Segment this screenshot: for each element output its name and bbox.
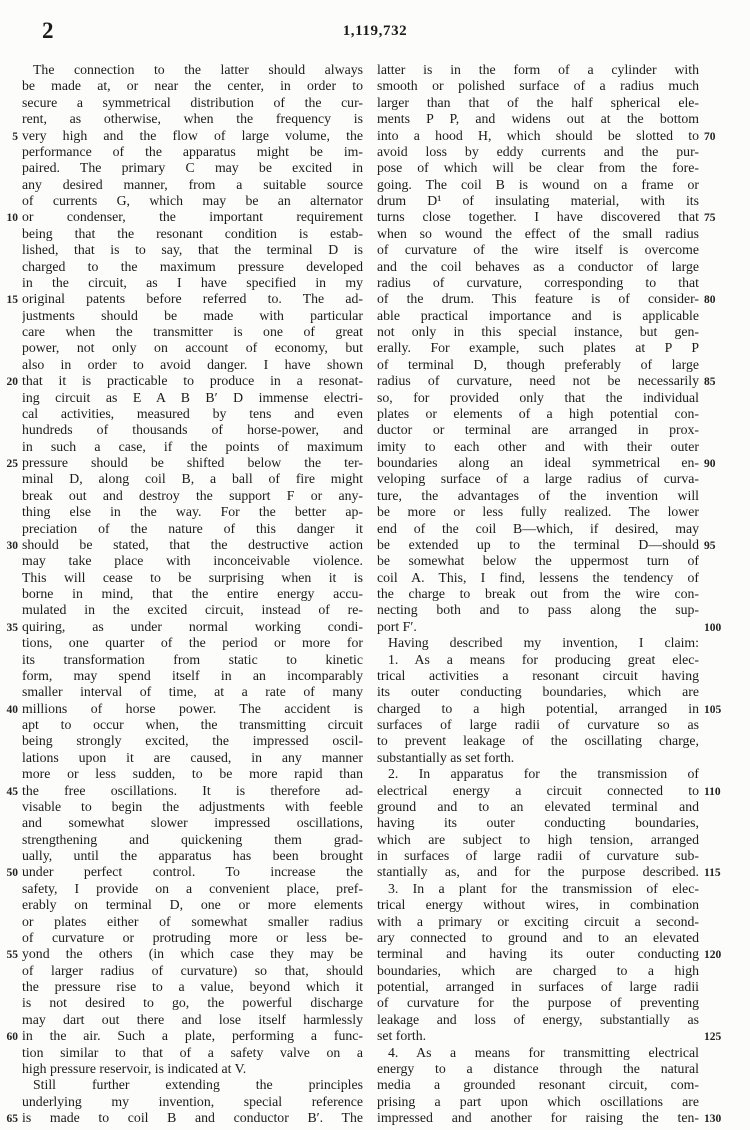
margin-line-number: 15 bbox=[6, 294, 18, 307]
text-line: of larger radius of curvature) so that, should bbox=[22, 962, 363, 978]
text-line-row bbox=[377, 602, 750, 618]
text-line: care when the transmitter is one of great bbox=[22, 324, 363, 339]
text-line: with a primary or exciting circuit a second- bbox=[377, 913, 699, 929]
text-line: avoid loss by eddy currents and the pur- bbox=[377, 143, 699, 159]
text-line-row bbox=[0, 832, 363, 848]
text-line: should be stated, that the destructive action bbox=[22, 536, 363, 552]
text-line-row bbox=[0, 439, 363, 455]
text-line: is not desired to go, the powerful discharge bbox=[22, 995, 363, 1011]
text-line: in the air. Such a plate, performing a func- bbox=[22, 1028, 363, 1044]
text-line: cal activities, measured by tens and even bbox=[22, 405, 363, 421]
text-line-row bbox=[0, 308, 363, 324]
text-line: so, for provided only that the individual bbox=[377, 389, 699, 405]
text-line: charged to the maximum pressure developed bbox=[22, 258, 363, 274]
text-line: terminal and having its outer conducting bbox=[377, 946, 699, 962]
text-line-row bbox=[377, 733, 750, 749]
text-line: coil A. This, I find, lessens the tendency of bbox=[377, 569, 699, 585]
text-line-row bbox=[377, 1045, 750, 1061]
text-line-row bbox=[0, 537, 363, 553]
text-line: ing circuit as E A B B′ D immense electri- bbox=[22, 389, 363, 405]
patent-body bbox=[0, 62, 750, 1126]
text-line: minal D, along coil B, a ball of fire might bbox=[22, 471, 363, 487]
text-line: being strongly excited, the impressed oscil- bbox=[22, 733, 363, 749]
text-line-row bbox=[0, 766, 363, 782]
text-line-row bbox=[0, 226, 363, 242]
text-line: pose of which will be clear from the fore- bbox=[377, 160, 699, 176]
margin-line-number: 100 bbox=[704, 621, 722, 634]
text-line: lished, that is to say, that the terminal D is bbox=[22, 242, 363, 258]
text-line: yond the others (in which case they may be bbox=[22, 946, 363, 962]
text-line-row bbox=[377, 357, 750, 373]
text-line-row bbox=[0, 422, 363, 438]
text-line: ground and to an elevated terminal and bbox=[377, 798, 699, 814]
text-line: of curvature or protruding more or less be- bbox=[22, 929, 363, 945]
text-line: ductor or terminal are arranged in prox- bbox=[377, 422, 699, 438]
text-line: of curvature for the purpose of preventing bbox=[377, 995, 699, 1011]
text-line-row bbox=[377, 635, 750, 651]
text-line-row bbox=[377, 750, 750, 766]
text-line-row bbox=[377, 144, 750, 160]
text-line-row bbox=[0, 373, 363, 389]
text-line: trical activities a resonant circuit having bbox=[377, 667, 699, 683]
text-line: hundreds of thousands of horse-power, and bbox=[22, 422, 363, 438]
text-line-row bbox=[0, 1045, 363, 1061]
text-line: 3. In a plant for the transmission of elec- bbox=[388, 880, 699, 896]
text-line-row bbox=[0, 504, 363, 520]
text-line-row bbox=[377, 930, 750, 946]
text-line: which are subject to high tension, arranged bbox=[377, 831, 699, 847]
text-line: the pressure rise to a value, beyond which it bbox=[22, 979, 363, 994]
text-line: pressure should be shifted below the ter- bbox=[22, 455, 363, 470]
text-line-row bbox=[377, 914, 750, 930]
text-line-row bbox=[0, 471, 363, 487]
margin-line-number: 35 bbox=[6, 621, 18, 634]
text-line: rent, as otherwise, when the frequency is bbox=[22, 111, 363, 127]
text-line-row bbox=[0, 1077, 363, 1093]
text-line: of terminal D, though preferably of large bbox=[377, 356, 699, 372]
margin-line-number: 50 bbox=[6, 867, 18, 880]
margin-line-number: 95 bbox=[704, 539, 716, 552]
text-line: paired. The primary C may be excited in bbox=[22, 160, 363, 176]
text-line-row bbox=[0, 848, 363, 864]
text-line-row bbox=[0, 128, 363, 144]
text-line-row bbox=[0, 635, 363, 651]
text-line-row bbox=[377, 324, 750, 340]
text-line: mulated in the excited circuit, instead of re- bbox=[22, 602, 363, 618]
text-line-row bbox=[0, 1110, 363, 1126]
text-line: potential, arranged in surfaces of large radii bbox=[377, 979, 699, 994]
text-line: break out and destroy the support F or any- bbox=[22, 487, 363, 503]
margin-line-number: 115 bbox=[704, 867, 721, 880]
text-line: end of the coil B—which, if desired, may bbox=[377, 520, 699, 536]
text-line-row bbox=[0, 78, 363, 94]
text-line: of curvature of the wire itself is overcome bbox=[377, 242, 699, 258]
text-line: substantially as set forth. bbox=[377, 749, 515, 765]
text-line-row bbox=[377, 897, 750, 913]
text-line: preciation of the nature of this danger it bbox=[22, 520, 363, 536]
text-line: millions of horse power. The accident is bbox=[22, 700, 363, 716]
text-line: in surfaces of large radii of curvature sub- bbox=[377, 848, 699, 863]
text-line: borne in mind, that the entire energy accu- bbox=[22, 586, 363, 601]
text-line: veloping surface of a large radius of curva- bbox=[377, 471, 699, 487]
text-line-row bbox=[377, 701, 750, 717]
text-line-row bbox=[377, 832, 750, 848]
text-line: lations upon it are caused, in any manner bbox=[22, 749, 363, 765]
text-line: original patents before referred to. The ad- bbox=[22, 291, 363, 307]
text-line: the free oscillations. It is therefore ad- bbox=[22, 782, 363, 798]
text-line: that it is practicable to produce in a resonat- bbox=[22, 373, 363, 389]
text-line-row bbox=[377, 193, 750, 209]
margin-line-number: 105 bbox=[704, 703, 722, 716]
text-line: when so wound the effect of the small radius bbox=[377, 225, 699, 241]
text-line-row bbox=[377, 815, 750, 831]
text-line-row bbox=[0, 684, 363, 700]
text-line: imity to each other and with their outer bbox=[377, 438, 699, 454]
text-line-row bbox=[377, 160, 750, 176]
text-line: of the drum. This feature is of consider- bbox=[377, 291, 699, 307]
text-line-row bbox=[377, 291, 750, 307]
margin-line-number: 90 bbox=[704, 458, 716, 470]
margin-line-number: 25 bbox=[6, 458, 18, 470]
text-line: energy to a distance through the natural bbox=[377, 1060, 699, 1076]
text-line: high pressure reservoir, is indicated at V. bbox=[22, 1060, 247, 1076]
text-line-row bbox=[377, 259, 750, 275]
text-line: The connection to the latter should always bbox=[33, 62, 363, 77]
text-line-row bbox=[0, 979, 363, 995]
text-line: 4. As a means for transmitting electrical bbox=[388, 1044, 699, 1060]
text-line-row bbox=[0, 1012, 363, 1028]
text-line-row bbox=[377, 406, 750, 422]
text-line: in the circuit, as I have specified in my bbox=[22, 274, 363, 290]
margin-line-number: 120 bbox=[704, 949, 722, 962]
text-line-row bbox=[377, 242, 750, 258]
text-line-row bbox=[377, 570, 750, 586]
text-line-row bbox=[377, 1012, 750, 1028]
text-line: secure a symmetrical distribution of the cur- bbox=[22, 94, 363, 110]
text-line: drum D¹ of insulating material, with its bbox=[377, 193, 699, 208]
text-line: erably on terminal D, one or more elements bbox=[22, 897, 363, 913]
text-line-row bbox=[0, 455, 363, 471]
text-line-row bbox=[0, 652, 363, 668]
text-line-row bbox=[377, 471, 750, 487]
margin-line-number: 65 bbox=[6, 1113, 18, 1125]
text-line-row bbox=[0, 275, 363, 291]
text-line-row bbox=[377, 995, 750, 1011]
text-line-row bbox=[377, 799, 750, 815]
text-line: be made at, or near the center, in order to bbox=[22, 78, 363, 94]
text-line-row bbox=[0, 1094, 363, 1110]
text-line-row bbox=[377, 619, 750, 635]
text-line: its outer conducting boundaries, which are bbox=[377, 684, 699, 700]
margin-line-number: 20 bbox=[6, 376, 18, 389]
text-line-row bbox=[377, 95, 750, 111]
text-line: may dart out there and lose itself harmlessly bbox=[22, 1011, 363, 1027]
text-line: is made to coil B and conductor B′. The bbox=[22, 1110, 363, 1125]
text-line-row bbox=[377, 864, 750, 880]
margin-line-number: 70 bbox=[704, 130, 716, 143]
text-line-row bbox=[0, 750, 363, 766]
text-line: tion similar to that of a safety valve on a bbox=[22, 1044, 363, 1060]
margin-line-number: 85 bbox=[704, 376, 716, 389]
text-line: safety, I provide on a convenient place, pref- bbox=[22, 880, 363, 896]
text-line-row bbox=[0, 619, 363, 635]
text-line: any desired manner, from a suitable source bbox=[22, 176, 363, 192]
text-line: justments should be made with particular bbox=[22, 307, 363, 323]
text-line-row bbox=[0, 570, 363, 586]
text-line: be more or less fully realized. The lower bbox=[377, 504, 699, 520]
text-line: to prevent leakage of the oscillating charge, bbox=[377, 733, 699, 749]
text-line-row bbox=[377, 783, 750, 799]
text-line-row bbox=[0, 602, 363, 618]
page-header bbox=[0, 18, 750, 52]
text-line: radius of curvature, corresponding to that bbox=[377, 274, 699, 290]
text-line-row bbox=[377, 455, 750, 471]
text-line: not only in this special instance, but gen- bbox=[377, 324, 699, 339]
text-line: electrical energy a circuit connected to bbox=[377, 782, 699, 798]
text-line: performance of the apparatus might be im- bbox=[22, 143, 363, 159]
margin-line-number: 55 bbox=[6, 949, 18, 962]
text-line: stantially as, and for the purpose described. bbox=[377, 864, 699, 880]
text-line-row bbox=[0, 390, 363, 406]
text-line: port F′. bbox=[377, 618, 417, 634]
text-line: Having described my invention, I claim: bbox=[388, 635, 699, 651]
margin-line-number: 5 bbox=[12, 130, 18, 143]
text-line-row bbox=[377, 1110, 750, 1126]
text-line-row bbox=[0, 488, 363, 504]
text-line: surfaces of large radii of curvature so as bbox=[377, 717, 699, 732]
text-line: quiring, as under normal working condi- bbox=[22, 618, 363, 634]
text-line-row bbox=[377, 684, 750, 700]
text-line-row bbox=[377, 1094, 750, 1110]
text-line-row bbox=[0, 586, 363, 602]
text-line-row bbox=[377, 586, 750, 602]
text-line: charged to a high potential, arranged in bbox=[377, 700, 699, 716]
margin-line-number: 110 bbox=[704, 785, 721, 798]
text-line-row bbox=[0, 930, 363, 946]
text-line-row bbox=[377, 111, 750, 127]
text-line: necting both and to pass along the sup- bbox=[377, 602, 699, 618]
text-line: prising a part upon which oscillations are bbox=[377, 1093, 699, 1109]
text-line: Still further extending the principles bbox=[33, 1077, 363, 1093]
text-line: going. The coil B is wound on a frame or bbox=[377, 176, 699, 192]
text-line-row bbox=[0, 193, 363, 209]
text-line: having its outer conducting boundaries, bbox=[377, 815, 699, 831]
text-line-row bbox=[0, 1061, 363, 1077]
text-line: being that the resonant condition is estab- bbox=[22, 225, 363, 241]
text-line-row bbox=[0, 881, 363, 897]
text-line-row bbox=[0, 177, 363, 193]
text-line-row bbox=[0, 291, 363, 307]
margin-line-number: 80 bbox=[704, 294, 716, 307]
text-line-row bbox=[377, 373, 750, 389]
text-line-row bbox=[377, 521, 750, 537]
text-line: visable to begin the adjustments with feeble bbox=[22, 798, 363, 814]
text-line: underlying my invention, special reference bbox=[22, 1093, 363, 1109]
text-line-row bbox=[0, 242, 363, 258]
margin-line-number: 125 bbox=[704, 1031, 722, 1044]
text-line-row bbox=[0, 717, 363, 733]
text-line-row bbox=[0, 209, 363, 225]
text-line: ments P P, and widens out at the bottom bbox=[377, 111, 699, 127]
text-line-row bbox=[0, 160, 363, 176]
text-line: be somewhat below the uppermost turn of bbox=[377, 553, 699, 569]
text-line: larger than that of the half spherical ele- bbox=[377, 94, 699, 110]
text-line-row bbox=[0, 668, 363, 684]
text-line: boundaries along an ideal symmetrical en- bbox=[377, 455, 699, 470]
text-line: This will cease to be surprising when it is bbox=[22, 569, 363, 585]
text-line-row bbox=[0, 864, 363, 880]
page-number: 2 bbox=[42, 18, 55, 43]
text-line-row bbox=[377, 128, 750, 144]
margin-line-number: 40 bbox=[6, 703, 18, 716]
text-line: erally. For example, such plates at P P bbox=[377, 340, 699, 356]
text-line-row bbox=[0, 1028, 363, 1044]
text-line-row bbox=[0, 733, 363, 749]
text-line: tions, one quarter of the period or more for bbox=[22, 635, 363, 651]
text-line-row bbox=[377, 78, 750, 94]
text-line-row bbox=[377, 340, 750, 356]
text-line: 2. In apparatus for the transmission of bbox=[388, 766, 699, 782]
text-line: may take place with inconceivable violence. bbox=[22, 553, 363, 569]
text-line: strengthening and quickening them grad- bbox=[22, 831, 363, 847]
text-line-row bbox=[377, 979, 750, 995]
text-line-row bbox=[0, 963, 363, 979]
margin-line-number: 130 bbox=[704, 1113, 722, 1125]
text-line-row bbox=[0, 914, 363, 930]
text-line-row bbox=[377, 946, 750, 962]
text-line: smooth or polished surface of a radius much bbox=[377, 78, 699, 94]
text-line-row bbox=[0, 553, 363, 569]
text-line: into a hood H, which should be slotted to bbox=[377, 127, 699, 143]
text-line: be extended up to the terminal D—should bbox=[377, 536, 699, 552]
text-line: radius of curvature, need not be necessarily bbox=[377, 373, 699, 389]
text-line-row bbox=[377, 488, 750, 504]
text-line: its transformation from static to kinetic bbox=[22, 651, 363, 667]
text-line: power, not only on account of economy, but bbox=[22, 340, 363, 356]
text-line-row bbox=[0, 111, 363, 127]
text-line-row bbox=[377, 881, 750, 897]
text-line: more or less sudden, to be more rapid than bbox=[22, 766, 363, 782]
margin-line-number: 60 bbox=[6, 1031, 18, 1044]
text-line: or condenser, the important requirement bbox=[22, 209, 363, 225]
margin-line-number: 10 bbox=[6, 212, 18, 225]
text-line: and somewhat slower impressed oscillations, bbox=[22, 815, 363, 831]
text-line: very high and the flow of large volume, the bbox=[22, 127, 363, 143]
text-line: impressed and another for raising the ten- bbox=[377, 1110, 699, 1125]
text-line-row bbox=[0, 815, 363, 831]
text-line-row bbox=[0, 521, 363, 537]
text-line-row bbox=[377, 177, 750, 193]
text-line: form, may spend itself in an incomparably bbox=[22, 667, 363, 683]
text-line-row bbox=[377, 1077, 750, 1093]
text-line-row bbox=[377, 62, 750, 78]
text-line: under perfect control. To increase the bbox=[22, 864, 363, 880]
patent-number: 1,119,732 bbox=[342, 23, 408, 39]
text-line: smaller interval of time, at a rate of many bbox=[22, 684, 363, 700]
text-line-row bbox=[0, 62, 363, 78]
text-line-row bbox=[0, 144, 363, 160]
text-line: 1. As a means for producing great elec- bbox=[388, 651, 699, 667]
text-line-row bbox=[0, 995, 363, 1011]
text-line-row bbox=[377, 439, 750, 455]
text-line: media a grounded resonant circuit, com- bbox=[377, 1077, 699, 1093]
text-line: in such a case, if the points of maximum bbox=[22, 438, 363, 454]
margin-line-number: 30 bbox=[6, 539, 18, 552]
text-line-row bbox=[377, 963, 750, 979]
text-line-row bbox=[0, 324, 363, 340]
text-line: the charge to break out from the wire con- bbox=[377, 586, 699, 601]
text-line-row bbox=[0, 799, 363, 815]
text-line-row bbox=[377, 308, 750, 324]
text-line: or plates either of somewhat smaller radius bbox=[22, 913, 363, 929]
text-line-row bbox=[377, 553, 750, 569]
text-line-row bbox=[377, 209, 750, 225]
text-line-row bbox=[377, 652, 750, 668]
text-line: ture, the advantages of the invention will bbox=[377, 487, 699, 503]
text-line-row bbox=[0, 946, 363, 962]
text-line: and the coil behaves as a conductor of large bbox=[377, 258, 699, 274]
text-line: set forth. bbox=[377, 1028, 427, 1044]
margin-line-number: 45 bbox=[6, 785, 18, 798]
text-line: ually, until the apparatus has been brought bbox=[22, 848, 363, 863]
text-line-row bbox=[377, 275, 750, 291]
text-line: latter is in the form of a cylinder with bbox=[377, 62, 699, 77]
text-line: able practical importance and is applicable bbox=[377, 307, 699, 323]
text-line: plates or elements of a high potential con- bbox=[377, 405, 699, 421]
text-line-row bbox=[377, 1028, 750, 1044]
text-line: boundaries, which are charged to a high bbox=[377, 962, 699, 978]
text-line-row bbox=[377, 390, 750, 406]
text-line: also in order to avoid danger. I have shown bbox=[22, 356, 363, 372]
text-line-row bbox=[377, 422, 750, 438]
text-line: apt to occur when, the transmitting circuit bbox=[22, 717, 363, 732]
text-line-row bbox=[0, 357, 363, 373]
text-line: trical energy without wires, in combination bbox=[377, 897, 699, 913]
text-line-row bbox=[377, 1061, 750, 1077]
text-line-row bbox=[377, 537, 750, 553]
text-line-row bbox=[0, 340, 363, 356]
text-line-row bbox=[377, 717, 750, 733]
text-line-row bbox=[377, 766, 750, 782]
text-line-row bbox=[377, 226, 750, 242]
text-line-row bbox=[0, 701, 363, 717]
margin-line-number: 75 bbox=[704, 212, 716, 225]
text-line-row bbox=[377, 668, 750, 684]
text-line: thing else in the way. For the better ap- bbox=[22, 504, 363, 520]
text-line-row bbox=[0, 95, 363, 111]
left-column bbox=[0, 62, 363, 1126]
text-line-row bbox=[377, 504, 750, 520]
text-line: leakage and loss of energy, substantially as bbox=[377, 1011, 699, 1027]
text-line-row bbox=[377, 848, 750, 864]
text-line: turns close together. I have discovered that bbox=[377, 209, 699, 225]
text-line-row bbox=[0, 783, 363, 799]
text-line: ary connected to ground and to an elevated bbox=[377, 929, 699, 945]
text-line-row bbox=[0, 259, 363, 275]
text-line-row bbox=[0, 406, 363, 422]
text-line-row bbox=[0, 897, 363, 913]
text-line: of currents G, which may be an alternator bbox=[22, 193, 363, 208]
right-column bbox=[377, 62, 750, 1126]
